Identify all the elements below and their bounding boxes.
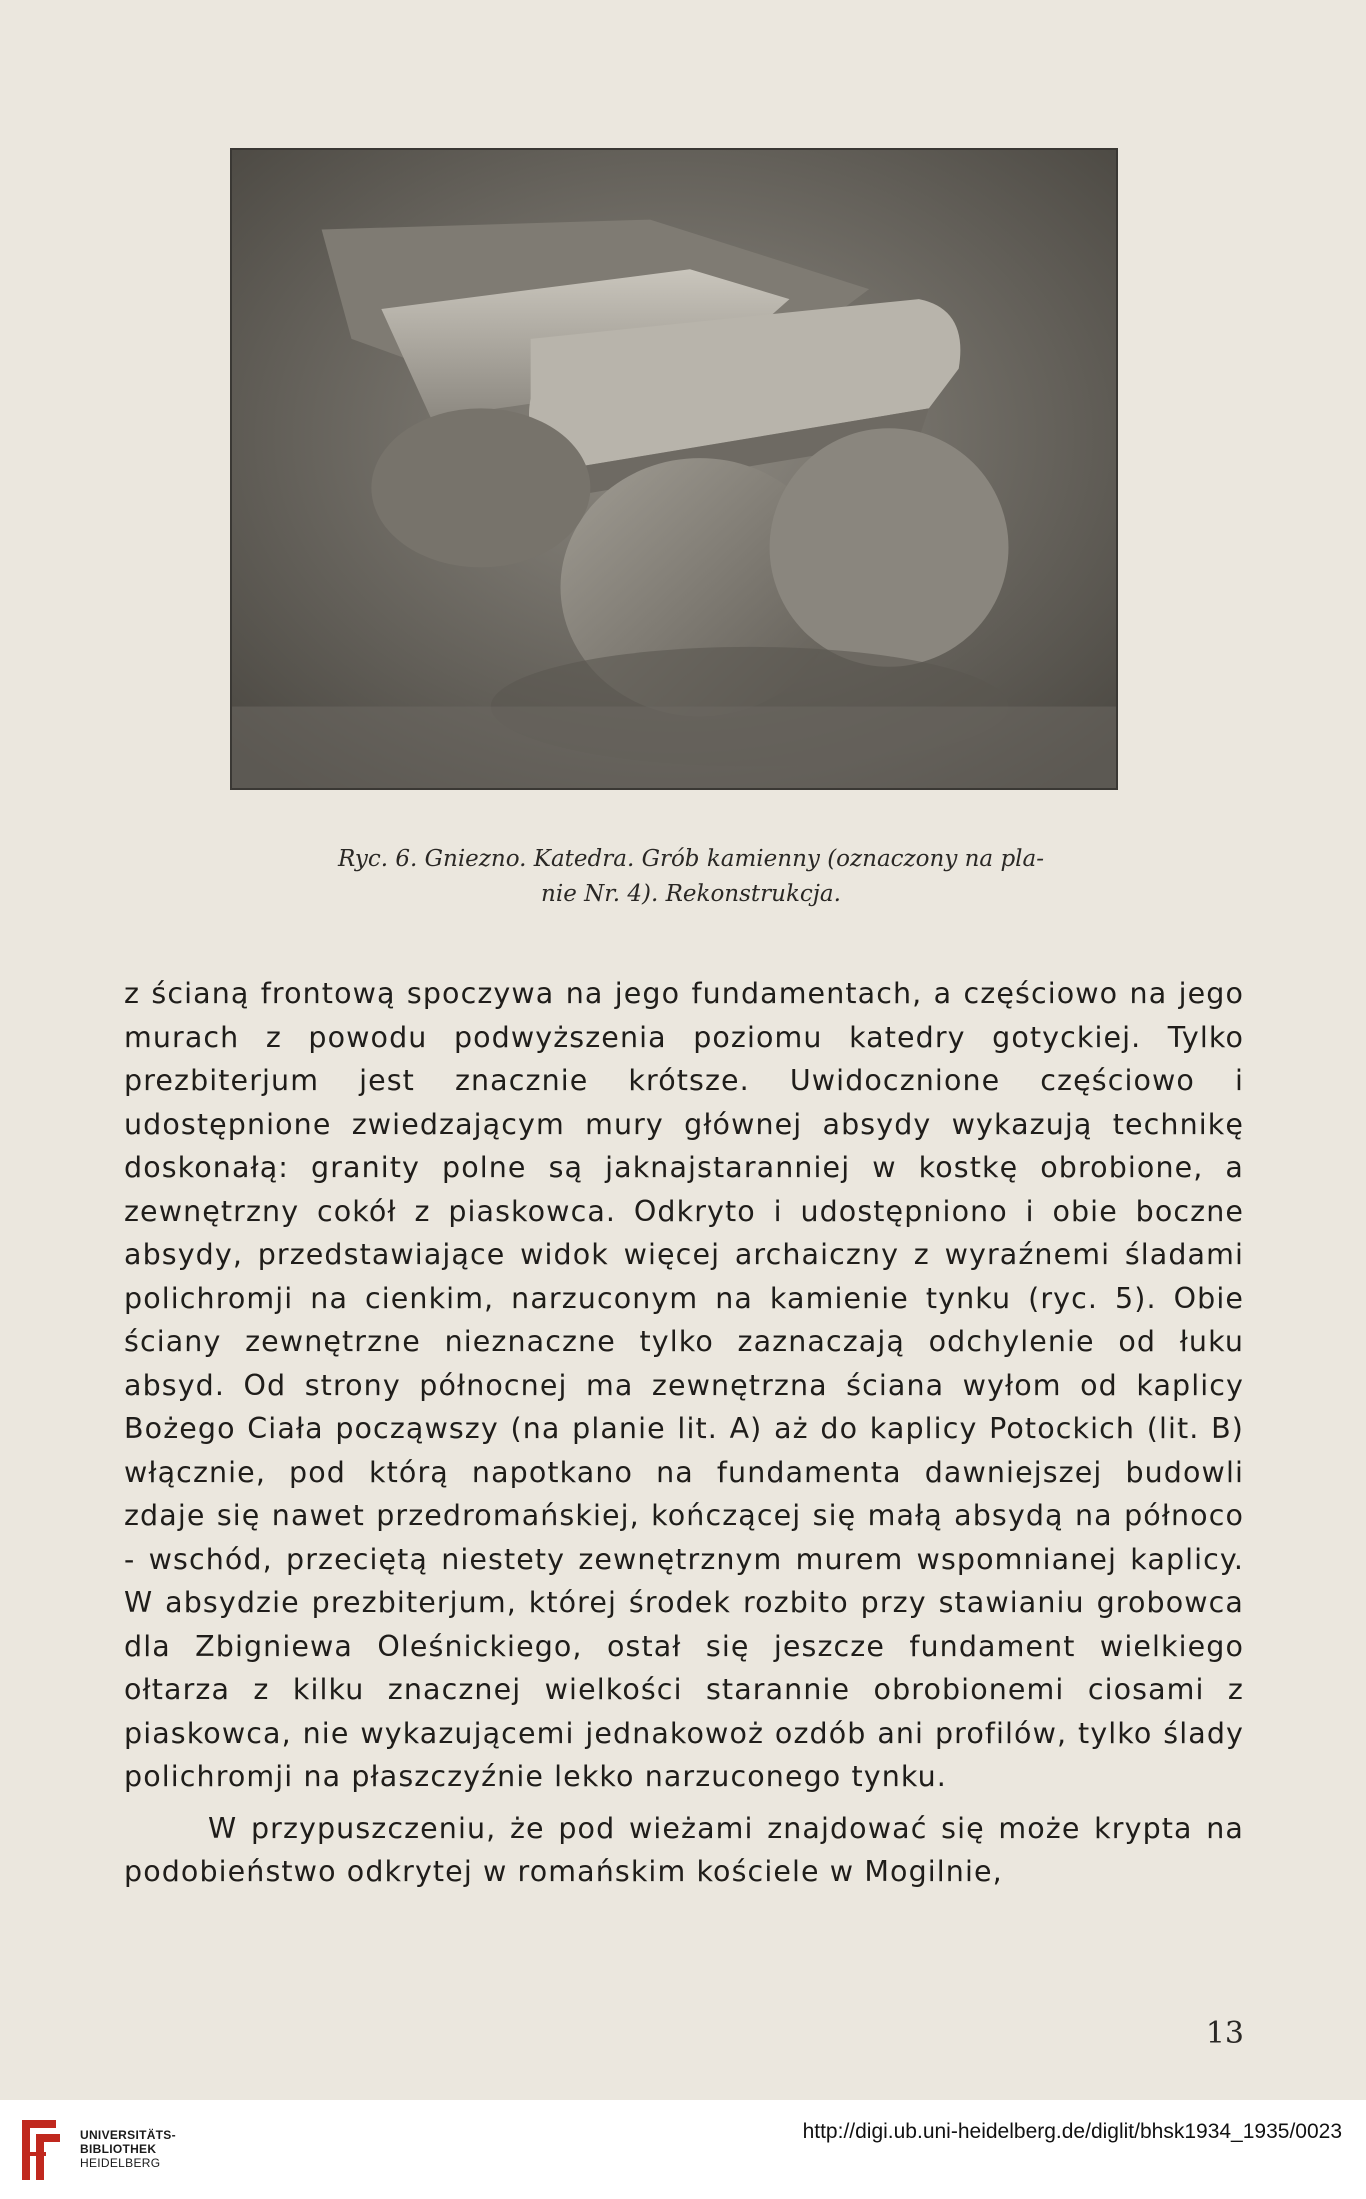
page-number: 13 [1205,2016,1244,2051]
library-logo-icon [16,2114,66,2186]
figure-photo [230,148,1118,790]
body-text [124,972,1244,1894]
logo-line-2: BIBLIOTHEK [80,2142,157,2156]
library-logo[interactable] [16,2112,196,2188]
paragraph-1: z ścianą frontową spoczywa na jego fundamentach, a częściowo na jego murach z powodu podwyższenia poziomu katedry gotyckiej. Tylko prezbiterjum jest znacznie krótsze. Uwidocznione częściowo i udostępnione zwiedzającym mury głównej absydy wykazują technikę doskonałą: granity polne są jaknajstaranniej w kostkę obrobione, a zewnętrzny cokół z piaskowca. Odkryto i udostępniono i obie boczne absydy, przedstawiające widok więcej archaiczny z wyraźnemi śladami polichromji na cienkim, narzuconym na kamienie tynku (ryc. 5). Obie ściany zewnętrzne nieznaczne tylko zaznaczają odchylenie od łuku absyd. Od strony północnej ma zewnętrzna ściana wyłom od kaplicy Bożego Ciała począwszy (na planie lit. A) aż do kaplicy Potockich (lit. B) włącznie, pod którą napotkano na fundamenta dawniejszej budowli zdaje się nawet przedromańskiej, kończącej się małą absydą na północo - wschód, przeciętą niestety zewnętrznym murem wspomnianej kaplicy. W absydzie prezbiterjum, której środek rozbito przy stawianiu grobowca dla Zbigniewa Oleśnickiego, ostał się jeszcze fundament wielkiego ołtarza z kilku znacznej wielkości starannie obrobionemi ciosami z piaskowca, nie wykazującemi jednakowoż ozdób ani profilów, tylko ślady polichromji na płaszczyźnie lekko narzuconego tynku. [124,977,1244,1793]
caption-line-2: nie Nr. 4). Rekonstrukcja. [541,881,841,907]
figure-caption [226,842,1156,912]
logo-line-3: HEIDELBERG [80,2156,161,2170]
source-url-link[interactable]: http://digi.ub.uni-heidelberg.de/diglit/bhsk1934_1935/0023 [802,2120,1342,2143]
caption-line-1: Ryc. 6. Gniezno. Katedra. Grób kamienny (oznaczony na pla- [337,846,1045,872]
paragraph-2: W przypuszczeniu, że pod wieżami znajdować się może krypta na podobieństwo odkrytej w romańskim kościele w Mogilnie, [124,1811,1244,1888]
footer-bar [0,2100,1366,2199]
logo-line-1: UNIVERSITÄTS- [80,2128,176,2142]
stone-grave-photo [232,150,1116,788]
